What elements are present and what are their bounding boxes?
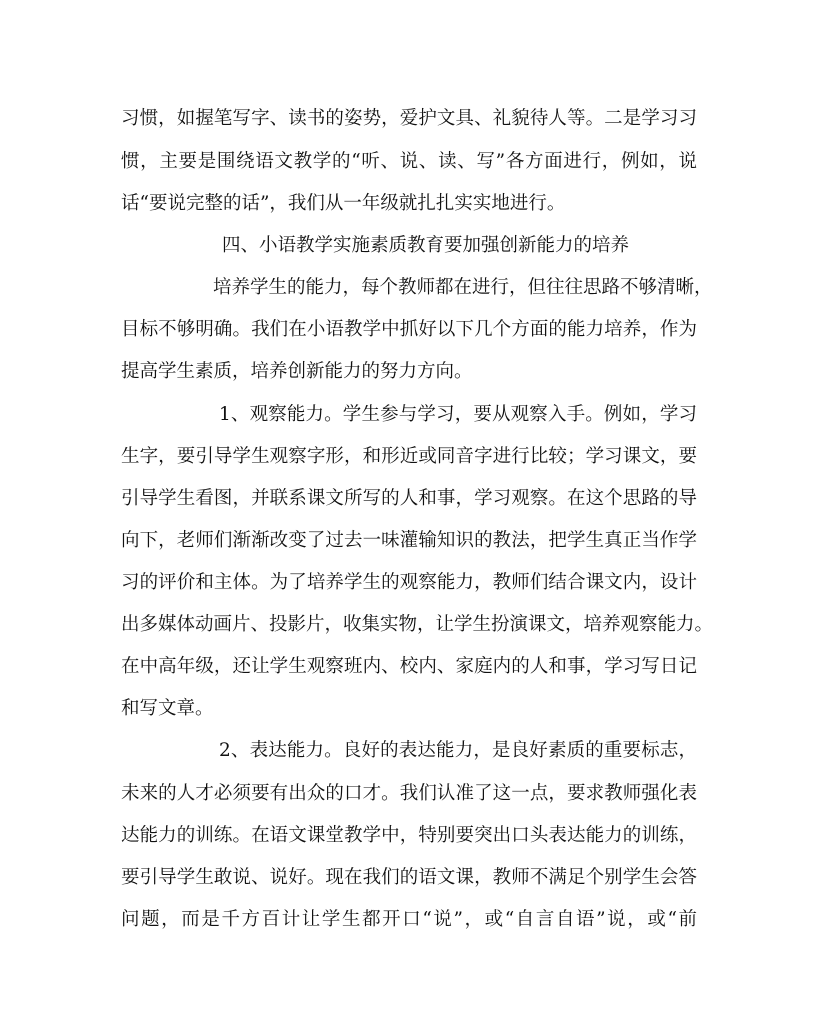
paragraph-line: 达能力的训练。在语文课堂教学中，特别要突出口头表达能力的训练， bbox=[121, 825, 697, 846]
paragraph-line: 和写文章。 bbox=[121, 698, 214, 719]
paragraph-line: 要引导学生敢说、说好。现在我们的语文课，教师不满足个别学生会答 bbox=[121, 867, 697, 888]
paragraph-line: 提高学生素质，培养创新能力的努力方向。 bbox=[121, 361, 473, 382]
paragraph-line: 话“要说完整的话”，我们从一年级就扎扎实实地进行。 bbox=[121, 193, 566, 214]
paragraph-line: 向下，老师们渐渐改变了过去一味灌输知识的教法，把学生真正当作学 bbox=[121, 530, 697, 551]
paragraph-line: 问题，而是千方百计让学生都开口“说”，或“自言自语”说，或“前 bbox=[121, 909, 697, 930]
paragraph-line: 2、表达能力。良好的表达能力，是良好素质的重要标志， bbox=[219, 740, 697, 761]
paragraph-line: 培养学生的能力，每个教师都在进行，但往往思路不够清晰， bbox=[213, 277, 713, 298]
paragraph-line: 惯，主要是围绕语文教学的“听、说、读、写”各方面进行，例如，说 bbox=[121, 151, 697, 172]
paragraph-line: 目标不够明确。我们在小语教学中抓好以下几个方面的能力培养，作为 bbox=[121, 319, 697, 340]
paragraph-line: 在中高年级，还让学生观察班内、校内、家庭内的人和事，学习写日记 bbox=[121, 656, 697, 677]
paragraph-line: 1、观察能力。学生参与学习，要从观察入手。例如，学习 bbox=[219, 404, 697, 425]
section-heading: 四、小语教学实施素质教育要加强创新能力的培养 bbox=[222, 235, 630, 256]
paragraph-line: 未来的人才必须要有出众的口才。我们认准了这一点，要求教师强化表 bbox=[121, 783, 697, 804]
paragraph-line: 习的评价和主体。为了培养学生的观察能力，教师们结合课文内，设计 bbox=[121, 572, 697, 593]
paragraph-line: 习惯，如握笔写字、读书的姿势，爱护文具、礼貌待人等。二是学习习 bbox=[121, 108, 697, 129]
paragraph-line: 出多媒体动画片、投影片，收集实物，让学生扮演课文，培养观察能力。 bbox=[121, 614, 714, 635]
paragraph-line: 引导学生看图，并联系课文所写的人和事，学习观察。在这个思路的导 bbox=[121, 488, 697, 509]
paragraph-line: 生字，要引导学生观察字形，和形近或同音字进行比较；学习课文，要 bbox=[121, 446, 697, 467]
